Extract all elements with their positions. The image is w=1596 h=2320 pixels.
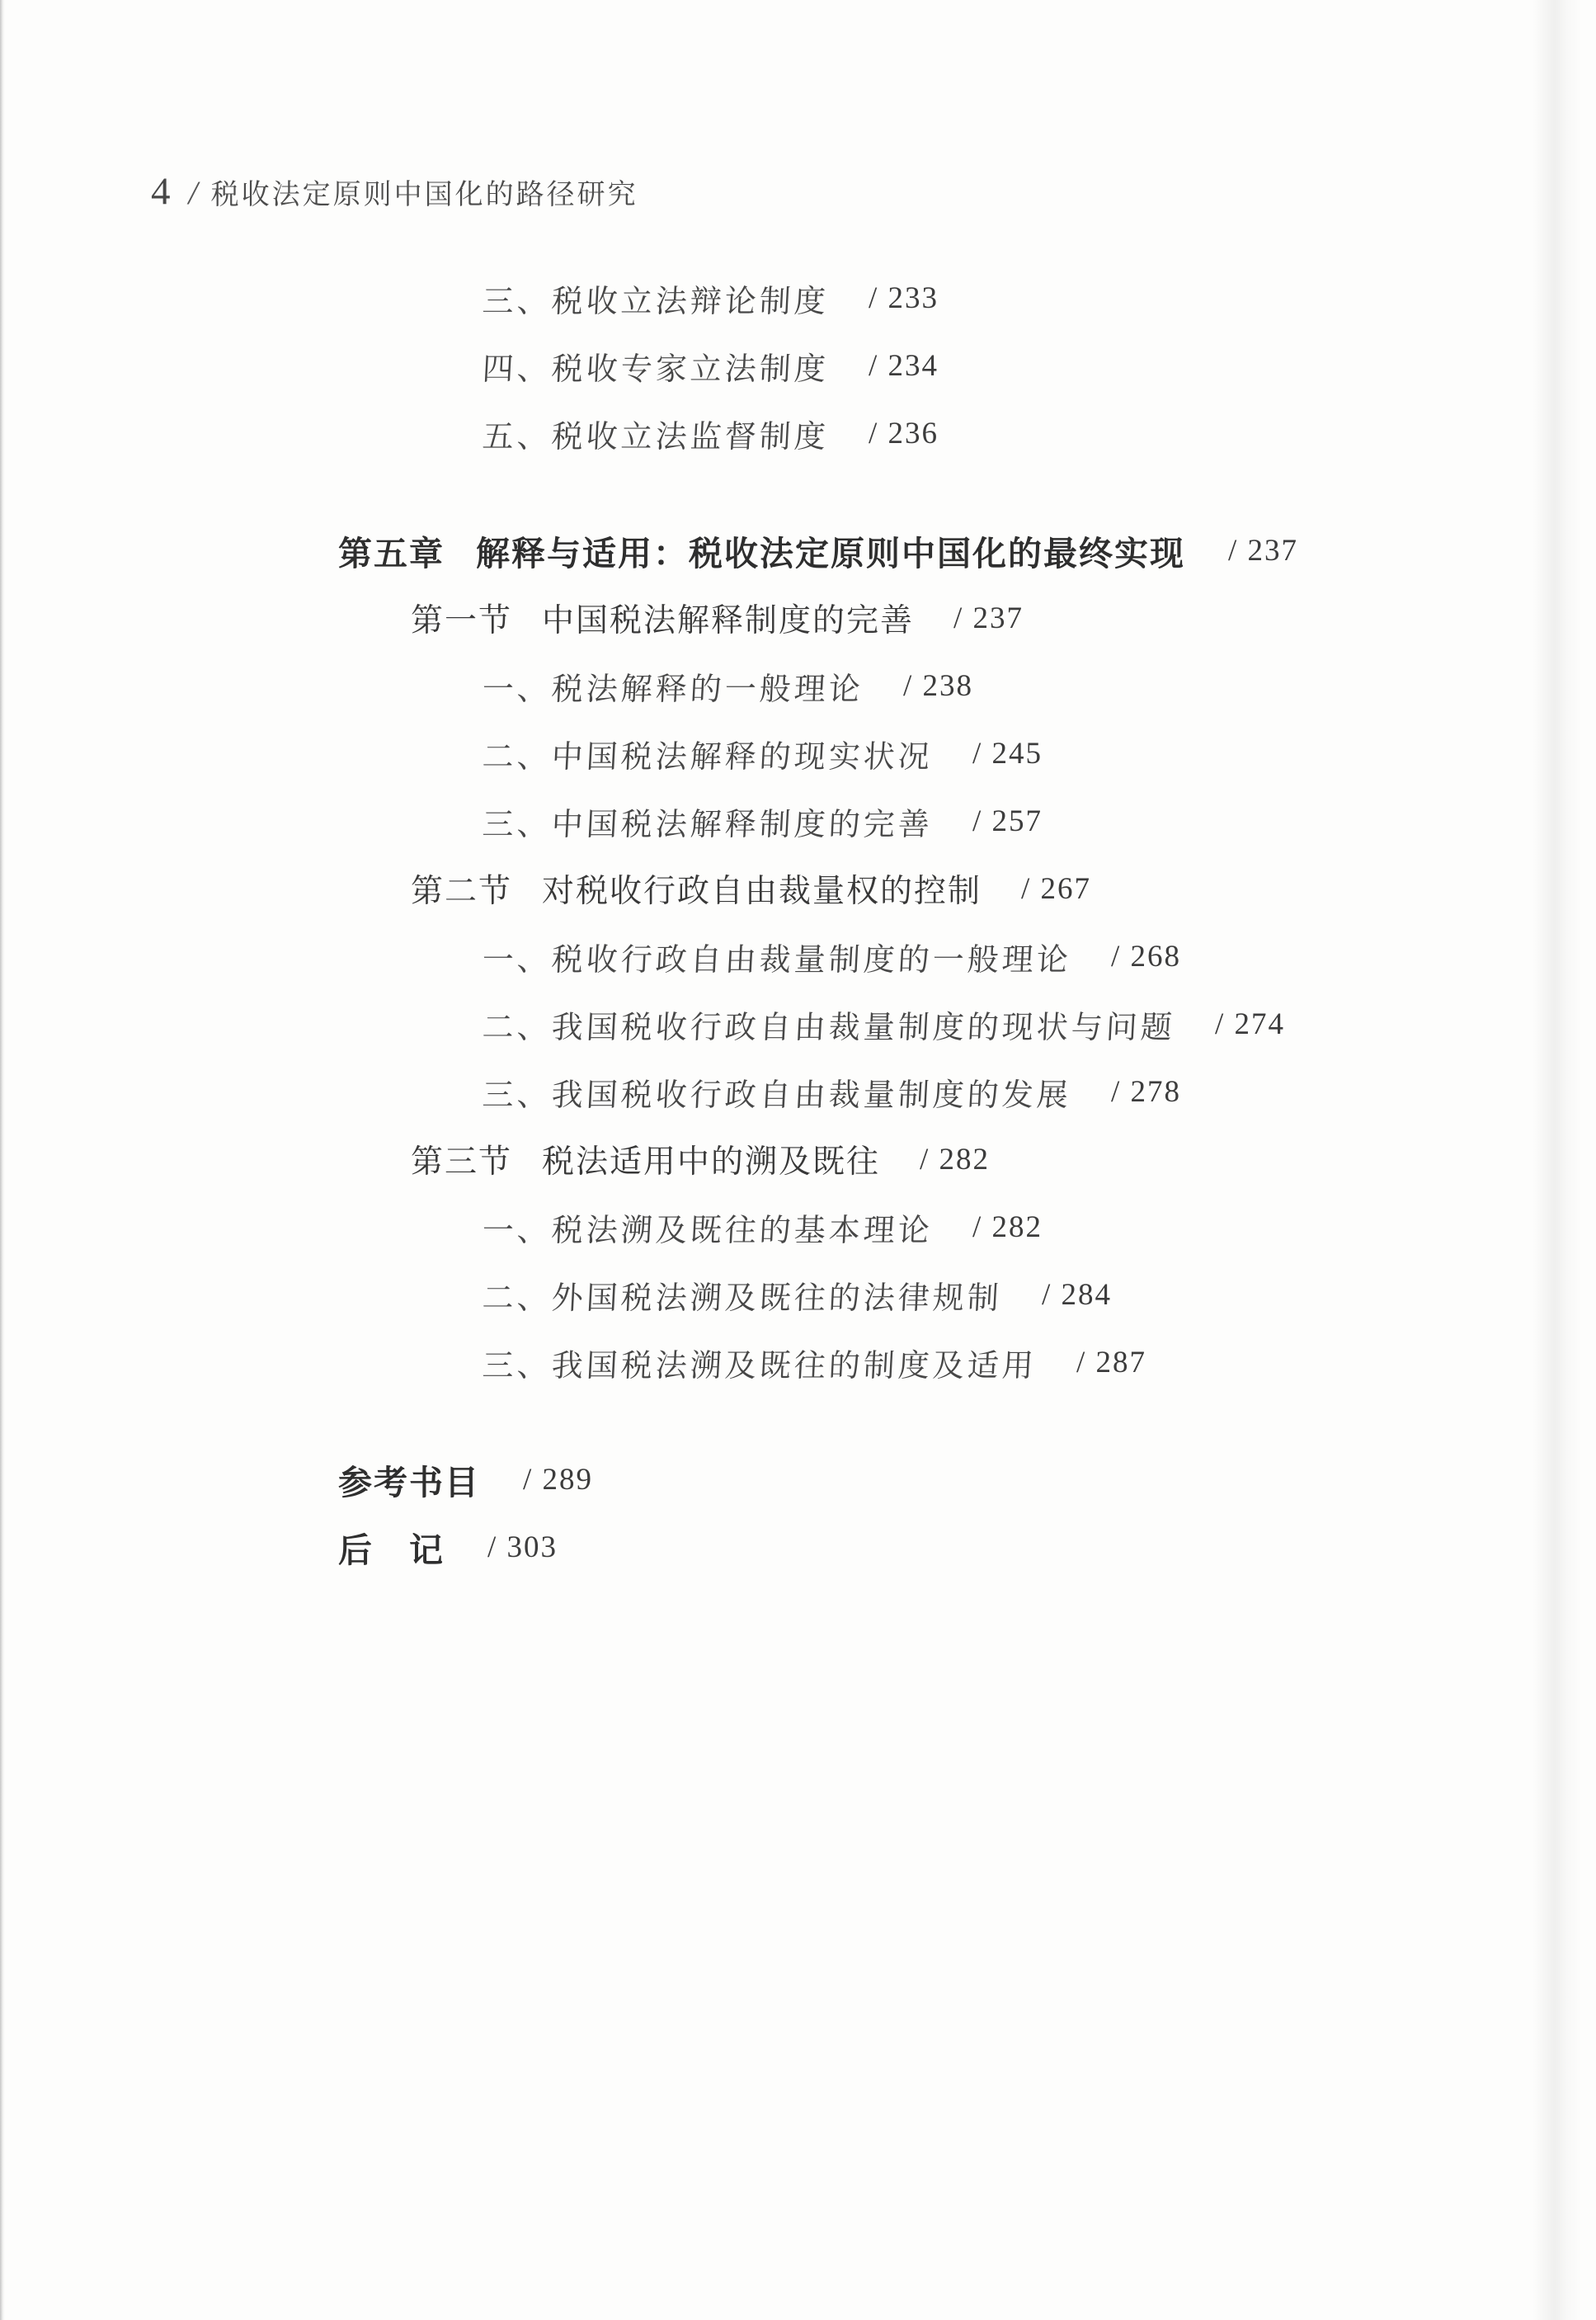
table-of-contents [338, 264, 1493, 1581]
toc-entry [338, 922, 1493, 990]
toc-entry [338, 1261, 1493, 1328]
toc-entry-page: / 282 [920, 1142, 991, 1177]
toc-entry [338, 1058, 1493, 1125]
toc-entry-page: / 268 [1111, 939, 1182, 974]
toc-entry-title: 二、我国税收行政自由裁量制度的现状与问题 [481, 1008, 1176, 1045]
scan-right-shadow [1532, 0, 1582, 2320]
toc-entry [338, 787, 1493, 855]
toc-entry [338, 264, 1493, 332]
toc-entry-page: / 274 [1215, 1007, 1286, 1041]
toc-entry-page: / 303 [487, 1530, 558, 1564]
toc-entry-title: 税法适用中的溯及既往 [542, 1143, 881, 1181]
toc-entry-page: / 278 [1111, 1074, 1182, 1109]
toc-entry [338, 332, 1493, 399]
toc-entry-backmatter [338, 1513, 1493, 1581]
toc-entry-title: 五、税收立法监督制度 [481, 417, 830, 455]
scan-left-edge [0, 0, 5, 2320]
toc-entry-title: 一、税收行政自由裁量制度的一般理论 [481, 941, 1072, 978]
toc-entry-page: / 282 [972, 1210, 1043, 1244]
toc-entry [338, 990, 1493, 1058]
toc-entry-title: 一、税法溯及既往的基本理论 [481, 1211, 934, 1248]
toc-entry-title: 三、我国税法溯及既往的制度及适用 [481, 1346, 1038, 1384]
toc-entry-page: / 238 [903, 668, 974, 703]
section-number: 第二节 [411, 873, 513, 910]
toc-entry-title: 三、我国税收行政自由裁量制度的发展 [481, 1076, 1072, 1113]
toc-entry-page: / 245 [972, 736, 1043, 771]
toc-entry-page: / 257 [972, 804, 1043, 838]
toc-entry [338, 1328, 1493, 1396]
toc-entry-page: / 287 [1076, 1345, 1147, 1379]
toc-entry-page: / 284 [1042, 1277, 1113, 1312]
toc-entry-title: 解释与适用：税收法定原则中国化的最终实现 [476, 534, 1185, 573]
toc-entry-page: / 267 [1021, 871, 1092, 906]
toc-entry-title: 一、税法解释的一般理论 [481, 670, 864, 707]
toc-entry-section [338, 855, 1493, 922]
toc-entry-page: / 289 [523, 1462, 594, 1497]
toc-entry [338, 719, 1493, 787]
toc-entry-page: / 236 [869, 416, 939, 450]
toc-entry-page: / 237 [1228, 533, 1299, 568]
toc-entry-backmatter [338, 1445, 1493, 1513]
toc-entry-title: 三、税收立法辩论制度 [481, 282, 830, 319]
toc-entry-title: 二、外国税法溯及既往的法律规制 [481, 1279, 1003, 1316]
section-number: 第一节 [411, 602, 513, 639]
toc-entry-title: 二、中国税法解释的现实状况 [481, 738, 934, 775]
toc-entry-title: 三、中国税法解释制度的完善 [481, 805, 934, 842]
running-header [151, 169, 638, 214]
toc-entry-title: 后 记 [338, 1530, 445, 1569]
toc-entry-title: 参考书目 [338, 1463, 480, 1502]
toc-entry [338, 1193, 1493, 1261]
toc-entry-title: 对税收行政自由裁量权的控制 [542, 873, 982, 910]
header-separator: / [188, 174, 198, 211]
section-number: 第三节 [411, 1143, 513, 1181]
toc-entry [338, 399, 1493, 467]
toc-entry-title: 中国税法解释制度的完善 [542, 602, 915, 639]
toc-entry-title: 四、税收专家立法制度 [481, 350, 830, 387]
page-number: 4 [151, 170, 171, 213]
toc-entry-page: / 237 [953, 601, 1024, 635]
toc-entry-section [338, 1125, 1493, 1193]
chapter-number: 第五章 [338, 534, 445, 573]
running-title: 税收法定原则中国化的路径研究 [210, 178, 638, 211]
toc-entry [338, 652, 1493, 719]
toc-entry-section [338, 584, 1493, 652]
toc-entry-chapter [338, 516, 1493, 584]
toc-entry-page: / 233 [869, 281, 939, 315]
toc-entry-page: / 234 [869, 348, 939, 383]
